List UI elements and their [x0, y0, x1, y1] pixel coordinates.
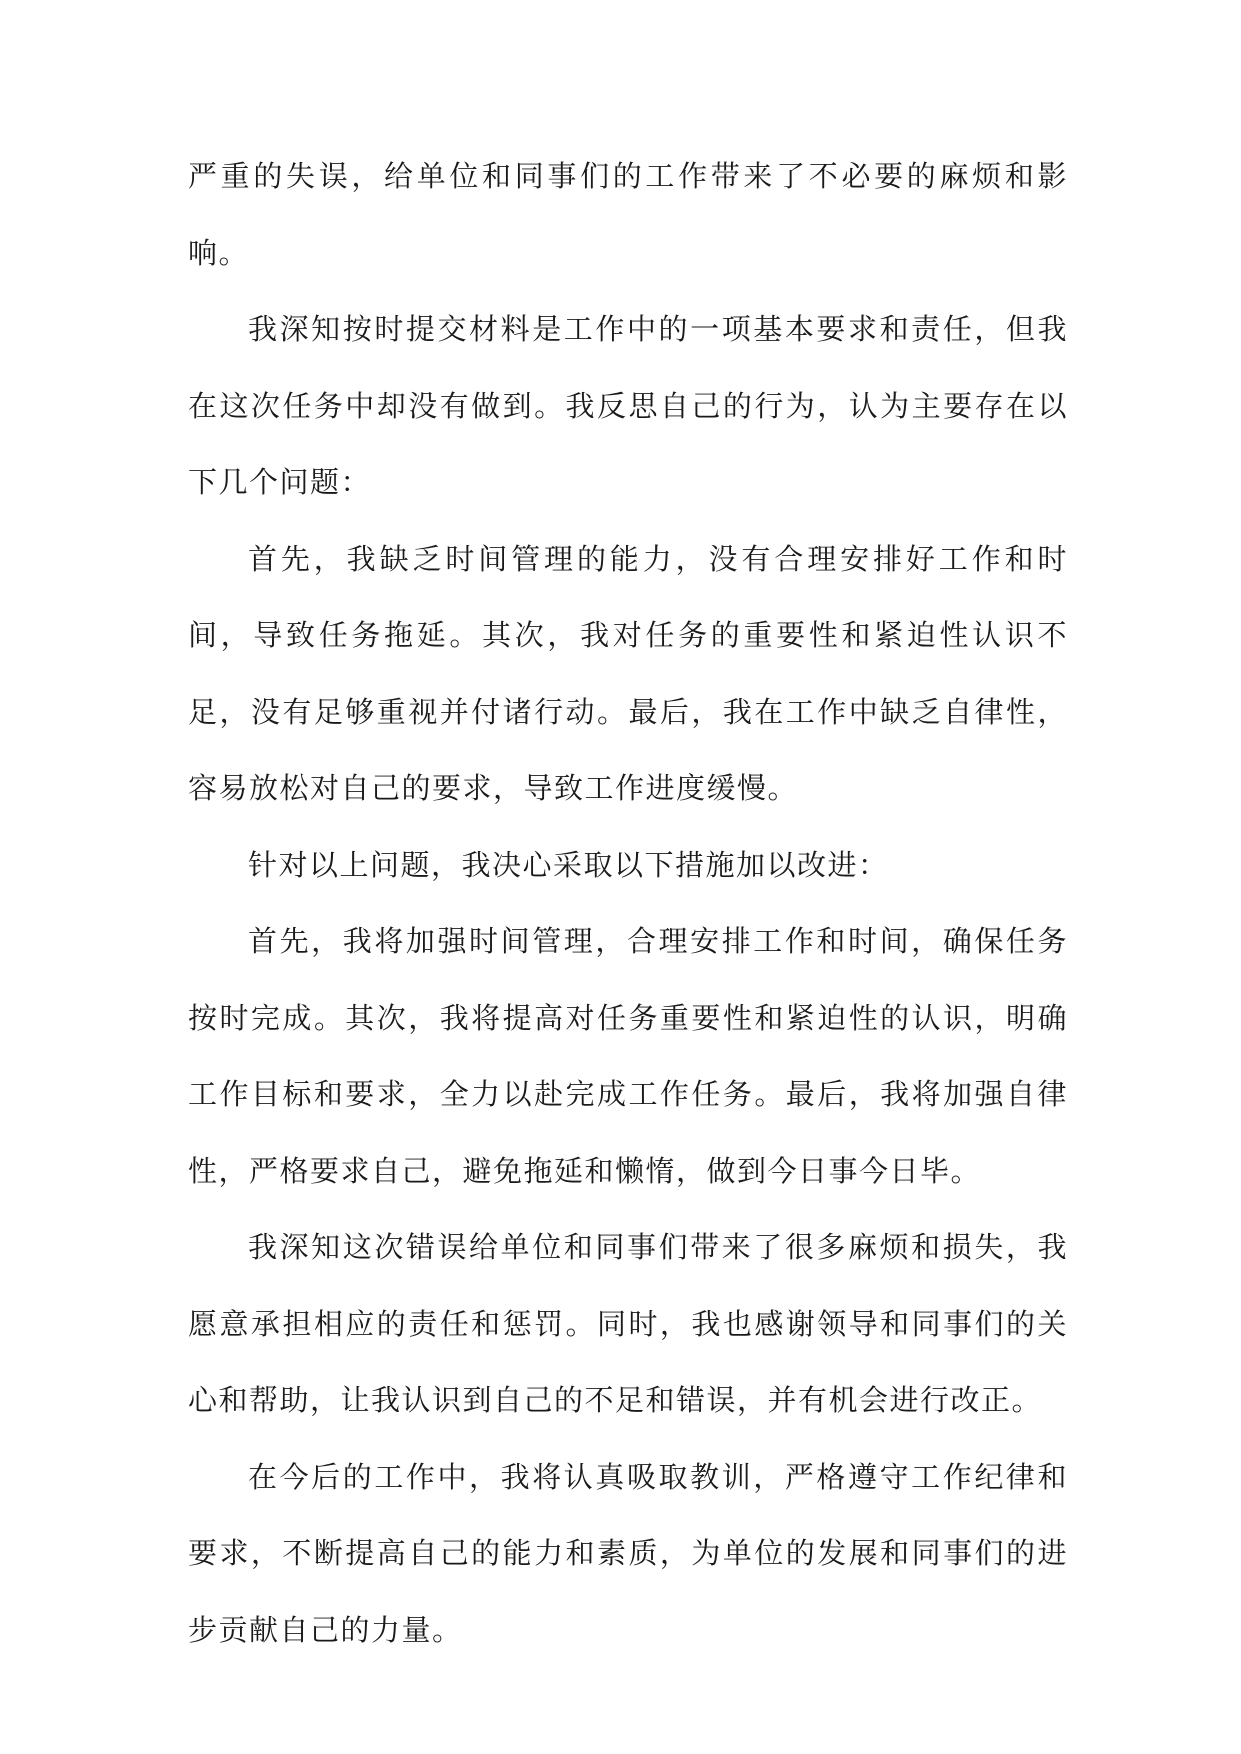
paragraph: 首先，我将加强时间管理，合理安排工作和时间，确保任务按时完成。其次，我将提高对任务重要性和紧迫性的认识，明确工作目标和要求，全力以赴完成工作任务。最后，我将加强自律性，严格要求自己，避免拖延和懒惰，做到今日事今日毕。 [188, 924, 1068, 1188]
document-body [188, 138, 1068, 1668]
paragraph: 我深知按时提交材料是工作中的一项基本要求和责任，但我在这次任务中却没有做到。我反思自己的行为，认为主要存在以下几个问题： [188, 312, 1068, 499]
paragraph: 首先，我缺乏时间管理的能力，没有合理安排好工作和时间，导致任务拖延。其次，我对任务的重要性和紧迫性认识不足，没有足够重视并付诸行动。最后，我在工作中缺乏自律性，容易放松对自己的要求，导致工作进度缓慢。 [188, 541, 1068, 805]
paragraph: 我深知这次错误给单位和同事们带来了很多麻烦和损失，我愿意承担相应的责任和惩罚。同时，我也感谢领导和同事们的关心和帮助，让我认识到自己的不足和错误，并有机会进行改正。 [188, 1230, 1068, 1417]
paragraph-continuation: 严重的失误，给单位和同事们的工作带来了不必要的麻烦和影响。 [188, 159, 1068, 270]
paragraph: 在今后的工作中，我将认真吸取教训，严格遵守工作纪律和要求，不断提高自己的能力和素质，为单位的发展和同事们的进步贡献自己的力量。 [188, 1459, 1068, 1647]
paragraph: 针对以上问题，我决心采取以下措施加以改进： [248, 847, 889, 882]
